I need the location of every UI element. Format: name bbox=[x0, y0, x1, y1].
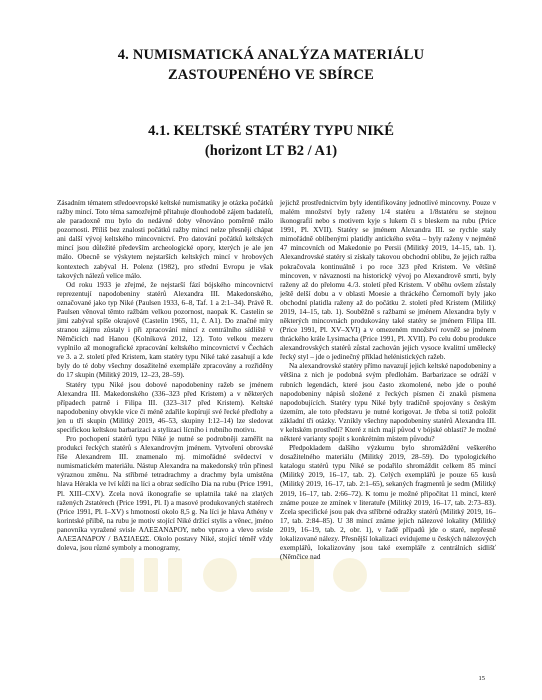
right-column bbox=[280, 199, 496, 562]
section-title-line-2: (horizont LT B2 / A1) bbox=[204, 143, 338, 159]
section-title bbox=[60, 121, 482, 161]
paragraph: Předpokladem dalšího výzkumu bylo shromáždění veškerého dosažitelného materiálu (Militký 2019, 28–59). Do typologického katalogu statérů typu Niké se podařilo shromáždit celkem 85 mincí (Militký 2019, 16–17, tab. 2). Celých exemplářů je pouze 65 kusů (Militký 2019, 16–17, tab. 2:1–65), sekaných fragmentů je sedm (Militký 2019, 16–17, tab. 2:66–72). K tomu je možné připočítat 11 mincí, které známe pouze ze zmínek v literatuře (Militký 2019, 16–17, tab. 2:73–83). Zcela specifické jsou pak dva stříbrné odražky statérů (Militký 2019, 16–17, tab. 2:84–85). U 38 mincí známe jejich nálezové lokality (Militký 2019, 16–19, tab. 2, obr. 1), v řadě případů jde o staré, nepřesně lokalizované nálezy. Přesnější lokalizaci evidujeme u českých nálezových exemplářů, lokalizovány jsou také exempláře z centrálních sídlišť (Němčice nad bbox=[280, 444, 496, 562]
paragraph: Statéry typu Niké jsou dobové napodobeniny ražeb se jménem Alexandra III. Makedonského (336–323 před Kristem) a v některých případech patrně i Filipa III. (323–317 před Kristem). Keltské napodobeniny obvykle více či méně zdařile kopírují své řecké předlohy a jen u tří skupin (Militký 2019, 46–53, skupiny I:12–14) lze sledovat specifickou keltskou barbarizaci a stylizaci lícního i rubního motivu. bbox=[57, 380, 273, 434]
chapter-title-line-1: 4. NUMISMATICKÁ ANALÝZA MATERIÁLU bbox=[117, 47, 425, 63]
paragraph: Od roku 1933 je zřejmé, že nejstarší fází bójského mincovnictví reprezentují napodobeniny statérů Alexandra III. Makedonského, označované jako typ Niké (Paulsen 1933, 6–8, Taf. 1 a 2:1–34). Právě R. Paulsen věnoval těmto ražbám velkou pozornost, naopak K. Castelin se jimi zabýval spíše okrajově (Castelin 1965, 11, č. A1). Do značné míry stranou zájmu zůstaly i při zpracování mincí z centrálního sídliště v Němčicích nad Hanou (Kolníková 2012, 12). Toto velkou mezeru vyplnilo až monografické zpracování keltského mincovnictví v Čechách ve 3. a 2. století před Kristem, kam statéry typu Niké také zasahují a kde byly do té doby všechny dosažitelné exempláře zpracovány a rozřiděny do 17 skupin (Militký 2019, 12–23, 28–59). bbox=[57, 280, 273, 380]
paragraph: Pro pochopení statérů typu Niké je nutné se podrobněji zaměřit na produkci řeckých statérů s Alexandrovým jménem. Vytvoření obrovské říše Alexandrem III. znamenalo mj. mimořádné svědectví v numismatickém materiálu. Nástup Alexandra na makedonský trůn přinesl výraznou změnu. Na stříbrné tetradrachmy a drachmy byla umístěna hlava Hérakla ve lví kůži na líci a obraz sedícího Dia na rubu (Price 1991, Pl. XIII–CXV). Zcela nová ikonografie se uplatnila také na zlatých ražených 2statérech (Price 1991, Pl. I) a masové produkovaných statérech (Price 1991, Pl. I–XV) s hmotností okolo 8,5 g. Na líci je hlava Athény v korintské přilbě, na rubu je motiv stojící Niké držící stylis a věnec, jméno panovníka vyražené svisle ΑΛΕΞΑΝΔΡΟΥ, nebo vpravo a vlevo svisle ΑΛΕΞΑΝΔΡΟΥ / ΒΑΣΙΛΕΩΣ. Okolo postavy Niké, stojící téměř vždy doleva, jsou různé symboly a monogramy, bbox=[57, 435, 273, 552]
chapter-title-line-2: ZASTOUPENÉHO VE SBÍRCE bbox=[167, 67, 375, 83]
chapter-title bbox=[60, 45, 482, 85]
page-number: 15 bbox=[478, 675, 485, 682]
section-title-line-1: 4.1. KELTSKÉ STATÉRY TYPU NIKÉ bbox=[148, 123, 394, 139]
left-column bbox=[57, 199, 273, 553]
paragraph: Na alexandrovské statéry přímo navazují jejich keltské napodobeniny a většina z nich je podobná svým předlohám. Barbarizace se odráží v rubních legendách, které jsou často zkomolené, nebo jde o pouhé napodobeniny nápisů složené z řeckých písmen či znaků písmena napodobujících. Statéry typu Niké byly tradičně spojovány s českým územím, ale toto představu je nutné korigovat. Je třeba si totiž položit základní tři otázky. Vznikly všechny napodobeniny statérů Alexandra III. v keltském prostředí? Které z nich mají původ v bójské oblasti? Je možné některé varianty spojit s konkrétním místem původu? bbox=[280, 362, 496, 444]
paragraph: jejichž prostřednictvím byly identifikovány jednotlivé mincovny. Pouze v malém množství byly raženy 1/4 statéru a 1/8statéru se stejnou ikonografií nebo s motivem kyje s lukem či s bleskem na rubu (Price 1991, Pl. XVII). Statéry se jménem Alexandra III. se rychle staly mimořádně oblíbenými platidly antického světa – byly raženy v nejméně 47 mincovních od Makedonie po Persii (Militký 2019, 14–15, tab. 1). Alexandrovské statéry si získaly takovou obchodní oblibu, že jejich ražba pokračovala kontinuálně i po roce 323 před Kristem. Ve většině mincoven, v návaznosti na historický vývoj po Alexandrově smrti, byly raženy až do přelomu 4./3. století před Kristem. V oběhu ovšem zůstaly ještě delší dobu a v oblasti Moesie a thráckého Černomoří byly jako obchodní platidla raženy až do počátku 2. století před Kristem (Militký 2019, 14–15, tab. 1). Souběžně s ražbami se jménem Alexandra byly v některých mincovnách produkovány také statéry se jménem Filipa III. (Price 1991, Pl. XV–XVI) a v omezeném množství rovněž se jménem thráckého krále Lysimacha (Price 1991, Pl. XVII). Po celu dobu produkce alexandrovských statérů zůstal zachován jejich vysoce kvalitní umělecký řecký styl – jde o jedinečný příklad helénistických ražeb. bbox=[280, 199, 496, 362]
paragraph: Zásadním tématem středoevropské keltské numismatiky je otázka počátků ražby mincí. Toto téma samozřejmě přitahuje dlouhodobě zájem badatelů, ale paradoxně mu bylo do nedávné doby věnováno poměrně málo pozornosti. Příliš bez znalosti počátků ražby mincí nelze přesněji chápat ani další vývoj keltského mincovnictví. Pro datování počátků keltských mincí jsou důležité především archeologické opory, kterých je ale jen málo. Obecně se výskytem nejstarších keltských mincí v hrobových kontextech zabýval H. Polenz (1982), pro střední Evropu je však takových nálezů velice málo. bbox=[57, 199, 273, 280]
